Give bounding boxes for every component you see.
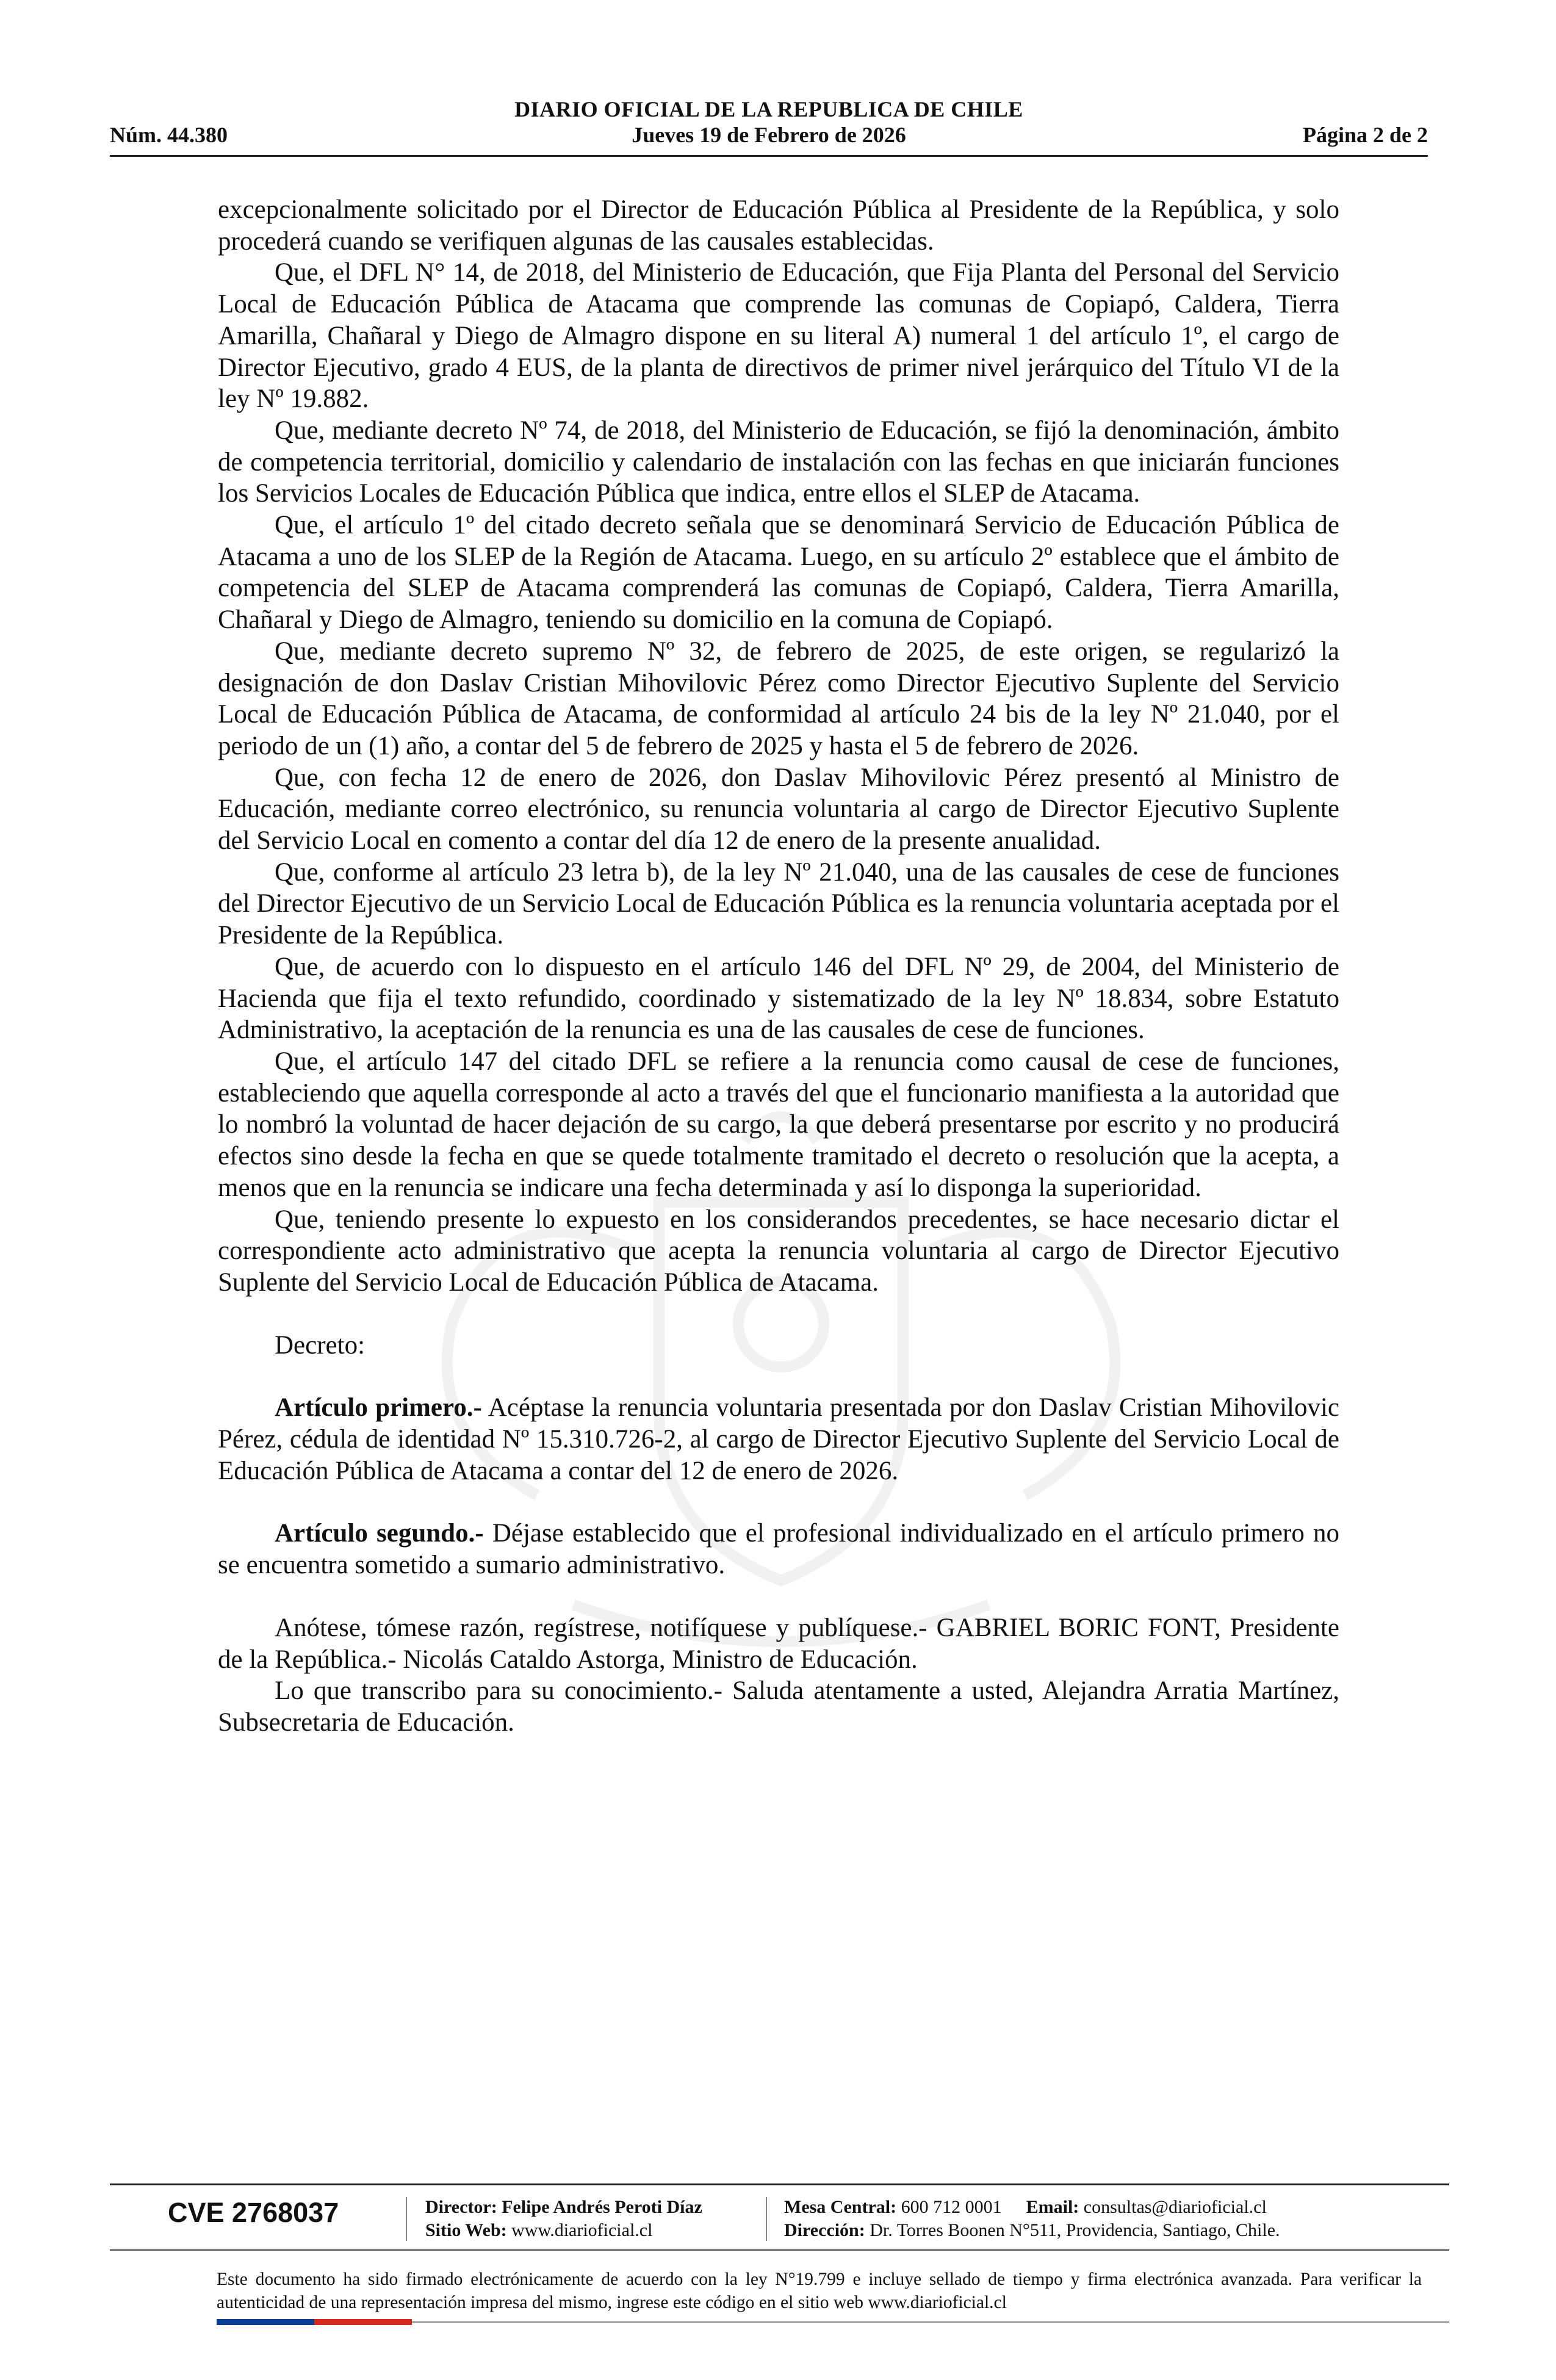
- article-first-text: Acéptase la renuncia voluntaria presentada por don Daslav Cristian Mihovilovic Pérez, cédula de identidad Nº 15.310.726-2, al cargo de Director Ejecutivo Suplente del Servicio Local de Educación Pública de Atacama a contar del 12 de enero de 2026.: [218, 1393, 1339, 1485]
- paragraph-articulo-23: Que, conforme al artículo 23 letra b), de la ley Nº 21.040, una de las causales de cese de funciones del Director Ejecutivo de un Servicio Local de Educación Pública es la renuncia voluntaria aceptada por el Presidente de la República.: [218, 857, 1339, 950]
- article-second: [218, 1518, 1339, 1581]
- header-meta-row: [110, 122, 1428, 150]
- legal-notice: Este documento ha sido firmado electrónicamente de acuerdo con la ley N°19.799 e incluye sellado de tiempo y firma electrónica avanzada. Para verificar la autenticidad de una representación impresa del mismo, ingrese este código en el sitio web www.diarioficial.cl: [217, 2270, 1422, 2312]
- mesa-value: 600 712 0001: [896, 2197, 1002, 2217]
- website-line: [425, 2219, 702, 2242]
- paragraph-decreto-32: Que, mediante decreto supremo Nº 32, de febrero de 2025, de este origen, se regularizó la designación de don Daslav Cristian Mihovilovic Pérez como Director Ejecutivo Suplente del Servicio Local de Educación Pública de Atacama, de conformidad al artículo 24 bis de la ley Nº 21.040, por el periodo de un (1) año, a contar del 5 de febrero de 2025 y hasta el 5 de febrero de 2026.: [218, 636, 1339, 760]
- address-label: Dirección:: [784, 2220, 865, 2240]
- director-line: [425, 2196, 702, 2219]
- address-line: [784, 2219, 1280, 2242]
- website-value[interactable]: www.diarioficial.cl: [506, 2220, 653, 2240]
- document-body: [218, 194, 1339, 1739]
- flag-red-segment: [314, 2319, 412, 2325]
- issue-number: Núm. 44.380: [110, 123, 228, 147]
- paragraph-considerandos: Que, teniendo presente lo expuesto en los considerandos precedentes, se hace necesario dictar el correspondiente acto administrativo que acepta la renuncia voluntaria al cargo de Director Ejecutivo Suplente del Servicio Local de Educación Pública de Atacama.: [218, 1205, 1339, 1297]
- header-divider: [110, 155, 1428, 157]
- footer-separator: [766, 2197, 767, 2241]
- article-first: [218, 1392, 1339, 1487]
- page-indicator: Página 2 de 2: [1302, 123, 1428, 147]
- page-footer: [110, 2183, 1449, 2336]
- director-value: Felipe Andrés Peroti Díaz: [497, 2197, 702, 2217]
- footer-top-divider: [110, 2183, 1449, 2185]
- mesa-label: Mesa Central:: [784, 2197, 897, 2217]
- footer-contact-column: [784, 2196, 1280, 2242]
- decreto-heading: Decreto:: [275, 1330, 366, 1360]
- flag-color-bar: [217, 2319, 412, 2325]
- footer-director-column: [425, 2196, 702, 2242]
- footer-middle-divider: [110, 2249, 1449, 2251]
- closing-transcription: Lo que transcribo para su conocimiento.- Saluda atentamente a usted, Alejandra Arratia Martínez, Subsecretaria de Educación.: [218, 1676, 1339, 1737]
- article-first-label: Artículo primero.-: [275, 1393, 482, 1423]
- article-second-text: Déjase establecido que el profesional individualizado en el artículo primero no se encuentra sometido a sumario administrativo.: [218, 1519, 1339, 1580]
- contact-line: [784, 2196, 1280, 2219]
- footer-separator: [406, 2197, 407, 2241]
- issue-date: Jueves 19 de Febrero de 2026: [632, 123, 906, 147]
- director-label: Director:: [425, 2197, 497, 2217]
- paragraph-articulo-147: Que, el artículo 147 del citado DFL se refiere a la renuncia como causal de cese de funciones, estableciendo que aquella corresponde al acto a través del que el funcionario manifiesta a la autoridad que lo nombró la voluntad de hacer dejación de su cargo, la que deberá presentarse por escrito y no producirá efectos sino desde la fecha en que se quede totalmente tramitado el decreto o resolución que la acepta, a menos que en la renuncia se indicare una fecha determinada y así lo disponga la superioridad.: [218, 1047, 1339, 1202]
- footer-bottom-divider: [412, 2321, 1449, 2323]
- paragraph-decreto-74: Que, mediante decreto Nº 74, de 2018, del Ministerio de Educación, se fijó la denominación, ámbito de competencia territorial, domicilio y calendario de instalación con las fechas en que iniciarán funciones los Servicios Locales de Educación Pública que indica, entre ellos el SLEP de Atacama.: [218, 416, 1339, 508]
- page-header: [110, 92, 1428, 159]
- email-label: Email:: [1026, 2197, 1079, 2217]
- flag-blue-segment: [217, 2319, 314, 2325]
- paragraph-continuation: excepcionalmente solicitado por el Director de Educación Pública al Presidente de la República, y solo procederá cuando se verifiquen algunas de las causales establecidas.: [218, 195, 1339, 256]
- paragraph-articulo-1: Que, el artículo 1º del citado decreto señala que se denominará Servicio de Educación Pública de Atacama a uno de los SLEP de la Región de Atacama. Luego, en su artículo 2º establece que el ámbito de competencia del SLEP de Atacama comprenderá las comunas de Copiapó, Caldera, Tierra Amarilla, Chañaral y Diego de Almagro, teniendo su domicilio en la comuna de Copiapó.: [218, 511, 1339, 635]
- cve-code: CVE 2768037: [168, 2197, 339, 2228]
- paragraph-dfl-14: Que, el DFL N° 14, de 2018, del Ministerio de Educación, que Fija Planta del Personal del Servicio Local de Educación Pública de Atacama que comprende las comunas de Copiapó, Caldera, Tierra Amarilla, Chañaral y Diego de Almagro dispone en su literal A) numeral 1 del artículo 1º, el cargo de Director Ejecutivo, grado 4 EUS, de la planta de directivos de primer nivel jerárquico del Título VI de la ley Nº 19.882.: [218, 258, 1339, 414]
- email-value[interactable]: consultas@diarioficial.cl: [1079, 2197, 1267, 2217]
- paragraph-articulo-146: Que, de acuerdo con lo dispuesto en el artículo 146 del DFL Nº 29, de 2004, del Ministerio de Hacienda que fija el texto refundido, coordinado y sistematizado de la ley Nº 18.834, sobre Estatuto Administrativo, la aceptación de la renuncia es una de las causales de cese de funciones.: [218, 952, 1339, 1045]
- address-value: Dr. Torres Boonen N°511, Providencia, Santiago, Chile.: [865, 2220, 1280, 2240]
- article-second-label: Artículo segundo.-: [275, 1519, 484, 1548]
- website-label: Sitio Web:: [425, 2220, 507, 2240]
- newspaper-title: DIARIO OFICIAL DE LA REPUBLICA DE CHILE: [514, 97, 1023, 121]
- paragraph-renuncia: Que, con fecha 12 de enero de 2026, don Daslav Mihovilovic Pérez presentó al Ministro de Educación, mediante correo electrónico, su renuncia voluntaria al cargo de Director Ejecutivo Suplente del Servicio Local en comento a contar del día 12 de enero de la presente anualidad.: [218, 763, 1339, 856]
- closing-signatures: Anótese, tómese razón, regístrese, notifíquese y publíquese.- GABRIEL BORIC FONT, Presidente de la República.- Nicolás Cataldo Astorga, Ministro de Educación.: [218, 1613, 1339, 1674]
